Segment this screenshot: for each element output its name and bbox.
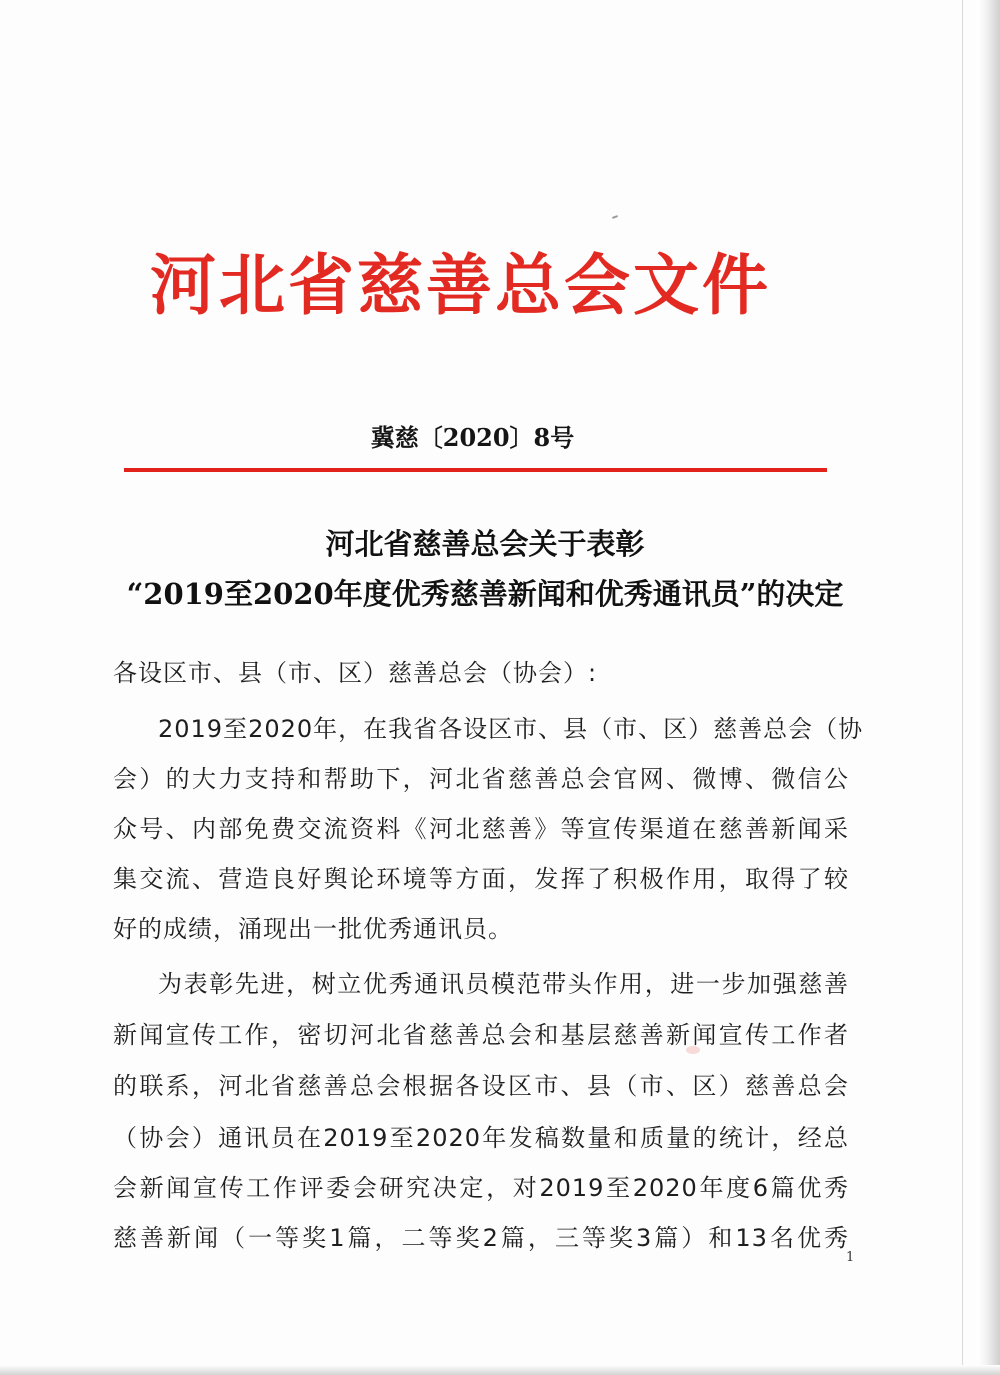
body-line: 好的成绩，涌现出一批优秀通讯员。 bbox=[113, 915, 513, 943]
document-title-line-2: “2019至2020年度优秀慈善新闻和优秀通讯员”的决定 bbox=[126, 577, 844, 611]
body-line: 2019至2020年，在我省各设区市、县（市、区）慈善总会（协 bbox=[158, 715, 864, 743]
scan-speck bbox=[612, 215, 618, 219]
salutation: 各设区市、县（市、区）慈善总会（协会）: bbox=[113, 659, 598, 687]
body-line: 会新闻宣传工作评委会研究决定，对2019至2020年度6篇优秀 bbox=[113, 1174, 849, 1202]
scan-edge-line bbox=[962, 0, 963, 1375]
body-line: 为表彰先进，树立优秀通讯员模范带头作用，进一步加强慈善 bbox=[158, 970, 849, 998]
scan-edge-shadow-bottom bbox=[0, 1365, 1000, 1375]
body-line: 众号、内部免费交流资料《河北慈善》等宣传渠道在慈善新闻采 bbox=[113, 815, 849, 843]
document-number: 冀慈〔2020〕8号 bbox=[370, 423, 575, 452]
document-header-title: 河北省慈善总会文件 bbox=[150, 247, 771, 324]
page-number: 1 bbox=[846, 1250, 855, 1265]
body-line: 新闻宣传工作，密切河北省慈善总会和基层慈善新闻宣传工作者 bbox=[113, 1021, 849, 1049]
body-line: 的联系，河北省慈善总会根据各设区市、县（市、区）慈善总会 bbox=[113, 1072, 849, 1100]
scan-edge-shadow-right bbox=[978, 0, 1000, 1375]
body-line: 慈善新闻（一等奖1篇，二等奖2篇，三等奖3篇）和13名优秀 bbox=[113, 1224, 849, 1252]
red-divider-line bbox=[124, 468, 827, 472]
document-title-line-1: 河北省慈善总会关于表彰 bbox=[325, 527, 645, 561]
body-line: 会）的大力支持和帮助下，河北省慈善总会官网、微博、微信公 bbox=[113, 765, 849, 793]
body-line: 集交流、营造良好舆论环境等方面，发挥了积极作用，取得了较 bbox=[113, 865, 849, 893]
body-line: （协会）通讯员在2019至2020年发稿数量和质量的统计，经总 bbox=[113, 1124, 849, 1152]
